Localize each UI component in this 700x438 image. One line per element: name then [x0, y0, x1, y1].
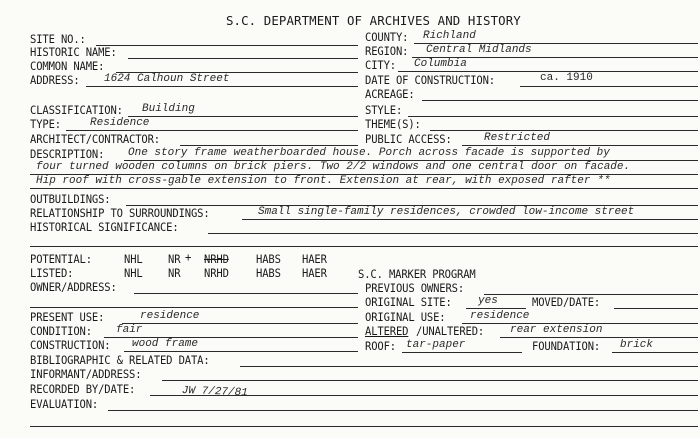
style-line	[408, 116, 698, 117]
site-no-label: SITE NO.:	[30, 33, 86, 46]
listed-label: LISTED:	[30, 267, 74, 280]
construction-label: CONSTRUCTION:	[30, 339, 111, 352]
potential-nr: NR	[168, 253, 181, 266]
public-access-label: PUBLIC ACCESS:	[365, 133, 452, 146]
historic-name-label: HISTORIC NAME:	[30, 46, 117, 59]
date-of-construction-value: ca. 1910	[540, 72, 593, 84]
bibliographic-label: BIBLIOGRAPHIC & RELATED DATA:	[30, 354, 210, 367]
historical-significance-line-2	[30, 246, 698, 247]
architect-label: ARCHITECT/CONTRACTOR:	[30, 133, 160, 146]
common-name-label: COMMON NAME:	[30, 60, 105, 73]
description-rule-3	[30, 188, 698, 189]
altered-value: rear extension	[510, 324, 603, 336]
region-label: REGION:	[365, 45, 409, 58]
historic-name-line	[128, 58, 358, 59]
architect-line	[180, 145, 358, 146]
listed-nr: NR	[168, 267, 181, 280]
type-label: TYPE:	[30, 118, 61, 131]
form-title: S.C. DEPARTMENT OF ARCHIVES AND HISTORY	[226, 13, 521, 28]
owner-address-line-2	[30, 307, 358, 308]
city-value: Columbia	[414, 58, 467, 70]
roof-label: ROOF:	[365, 340, 396, 353]
potential-haer: HAER	[302, 253, 327, 266]
outbuildings-label: OUTBUILDINGS:	[30, 193, 111, 206]
site-no-line	[96, 45, 358, 46]
unaltered-label: /UNALTERED:	[416, 325, 485, 338]
date-of-construction-label: DATE OF CONSTRUCTION:	[365, 74, 495, 87]
informant-label: INFORMANT/ADDRESS:	[30, 368, 142, 381]
foundation-value: brick	[620, 339, 654, 351]
address-line	[86, 86, 358, 87]
bibliographic-line	[240, 366, 698, 367]
type-line	[66, 130, 358, 131]
construction-line	[124, 351, 358, 352]
potential-nhl: NHL	[124, 253, 143, 266]
present-use-value: residence	[140, 310, 200, 322]
region-value: Central Midlands	[426, 44, 532, 56]
present-use-line	[122, 323, 358, 324]
themes-line	[430, 130, 698, 131]
historical-significance-line	[208, 233, 698, 234]
description-label: DESCRIPTION:	[30, 148, 105, 161]
previous-owners-label: PREVIOUS OWNERS:	[365, 282, 465, 295]
description-line-3: Hip roof with cross-gable extension to front. Extension at rear, with exposed rafter **	[36, 175, 611, 187]
moved-date-label: MOVED/DATE:	[532, 296, 601, 309]
altered-label: ALTERED	[365, 325, 409, 338]
classification-line	[128, 116, 358, 117]
sc-marker-program: S.C. MARKER PROGRAM	[358, 268, 476, 281]
condition-label: CONDITION:	[30, 325, 92, 338]
recorded-by-value: JW 7/27/81	[181, 385, 248, 400]
address-label: ADDRESS:	[30, 74, 80, 87]
altered-line	[500, 337, 698, 338]
description-line-1: One story frame weatherboarded house. Porch across facade is supported by	[128, 147, 610, 159]
owner-address-line	[134, 293, 358, 294]
acreage-line	[422, 100, 698, 101]
city-label: CITY:	[365, 59, 396, 72]
condition-value: fair	[116, 324, 143, 336]
foundation-line	[612, 352, 698, 353]
date-of-construction-line	[520, 86, 698, 87]
roof-line	[402, 352, 522, 353]
evaluation-label: EVALUATION:	[30, 398, 99, 411]
foundation-label: FOUNDATION:	[532, 340, 601, 353]
present-use-label: PRESENT USE:	[30, 311, 105, 324]
description-line-2: four turned wooden columns on brick piers. Two 2/2 windows and one central door on facade.	[36, 161, 631, 173]
potential-plus-mark: +	[185, 251, 192, 264]
relationship-value: Small single-family residences, crowded low-income street	[258, 206, 635, 218]
relationship-line	[242, 219, 698, 220]
classification-value: Building	[142, 103, 195, 115]
listed-nhl: NHL	[124, 267, 143, 280]
original-site-label: ORIGINAL SITE:	[365, 296, 452, 309]
construction-value: wood frame	[132, 338, 199, 350]
recorded-by-line	[150, 395, 698, 396]
type-value: Residence	[90, 117, 150, 129]
potential-label: POTENTIAL:	[30, 253, 92, 266]
owner-address-label: OWNER/ADDRESS:	[30, 281, 117, 294]
style-label: STYLE:	[365, 104, 403, 117]
original-site-value: yes	[478, 295, 498, 307]
address-value: 1624 Calhoun Street	[104, 73, 230, 85]
potential-nrhd: NRHD	[204, 253, 229, 266]
historical-significance-label: HISTORICAL SIGNIFICANCE:	[30, 221, 179, 234]
listed-haer: HAER	[302, 267, 327, 280]
original-site-line	[466, 308, 526, 309]
acreage-label: ACREAGE:	[365, 88, 415, 101]
classification-label: CLASSIFICATION:	[30, 104, 123, 117]
themes-label: THEME(S):	[365, 118, 421, 131]
original-use-label: ORIGINAL USE:	[365, 311, 446, 324]
original-use-value: residence	[470, 310, 530, 322]
informant-line	[162, 380, 698, 381]
previous-owners-line	[484, 294, 698, 295]
potential-habs: HABS	[256, 253, 281, 266]
relationship-label: RELATIONSHIP TO SURROUNDINGS:	[30, 207, 210, 220]
recorded-by-label: RECORDED BY/DATE:	[30, 383, 136, 396]
public-access-value: Restricted	[484, 132, 551, 144]
evaluation-line-2	[30, 426, 698, 427]
listed-habs: HABS	[256, 267, 281, 280]
moved-date-line	[614, 308, 698, 309]
county-label: COUNTY:	[365, 31, 409, 44]
roof-value: tar-paper	[406, 339, 466, 351]
listed-nrhd: NRHD	[204, 267, 229, 280]
evaluation-line	[108, 410, 698, 411]
county-value: Richland	[423, 30, 476, 42]
public-access-line	[462, 145, 698, 146]
